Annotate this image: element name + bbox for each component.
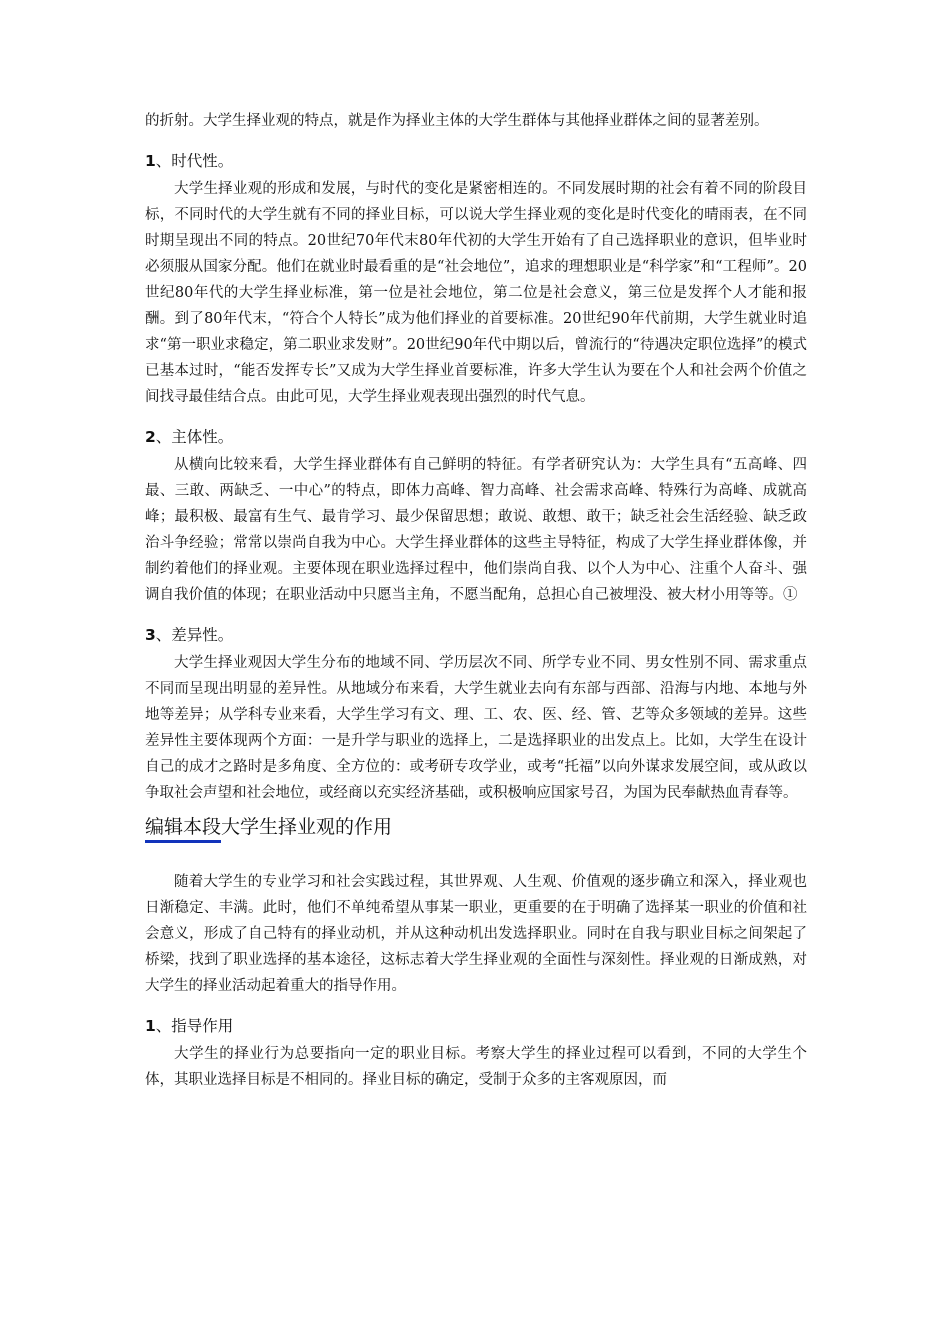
heading-number: 3: [145, 626, 156, 644]
edit-section-link[interactable]: 编辑本段: [145, 814, 221, 843]
heading-title: 、指导作用: [155, 1017, 234, 1035]
document-page: [145, 108, 807, 1093]
paragraph-role-intro: 随着大学生的专业学习和社会实践过程，其世界观、人生观、价值观的逐步确立和深入，择业观也日渐稳定、丰满。此时，他们不单纯希望从事某一职业，更重要的在于明确了选择某一职业的价值和社会意义，形成了自己特有的择业动机，并从这种动机出发选择职业。同时在自我与职业目标之间架起了桥梁，找到了职业选择的基本途径，这标志着大学生择业观的全面性与深刻性。择业观的日渐成熟，对大学生的择业活动起着重大的指导作用。: [145, 874, 807, 994]
heading-number: 1: [145, 152, 156, 170]
heading-title: 、主体性。: [155, 428, 234, 446]
heading-number: 1: [145, 1017, 156, 1035]
heading-era: [145, 148, 807, 174]
paragraph-guidance: 大学生的择业行为总要指向一定的职业目标。考察大学生的择业过程可以看到，不同的大学生个体，其职业选择目标是不相同的。择业目标的确定，受制于众多的主客观原因，而: [145, 1046, 807, 1088]
heading-title: 、差异性。: [155, 626, 234, 644]
paragraph-era: 大学生择业观的形成和发展，与时代的变化是紧密相连的。不同发展时期的社会有着不同的阶段目标，不同时代的大学生就有不同的择业目标，可以说大学生择业观的变化是时代变化的晴雨表，在不同时期呈现出不同的特点。20世纪70年代末80年代初的大学生开始有了自己选择职业的意识，但毕业时必须服从国家分配。他们在就业时最看重的是“社会地位”，追求的理想职业是“科学家”和“工程师”。20世纪80年代的大学生择业标准，第一位是社会地位，第二位是社会意义，第三位是发挥个人才能和报酬。到了80年代末，“符合个人特长”成为他们择业的首要标准。20世纪90年代前期，大学生就业时追求“第一职业求稳定，第二职业求发财”。20世纪90年代中期以后，曾流行的“待遇决定职位选择”的模式已基本过时，“能否发挥专长”又成为大学生择业首要标准，许多大学生认为要在个人和社会两个价值之间找寻最佳结合点。由此可见，大学生择业观表现出强烈的时代气息。: [145, 181, 807, 405]
section-heading-role: [145, 812, 807, 843]
heading-guidance: [145, 1013, 807, 1039]
heading-number: 2: [145, 428, 156, 446]
heading-difference: [145, 622, 807, 648]
paragraph-subjectivity: 从横向比较来看，大学生择业群体有自己鲜明的特征。有学者研究认为：大学生具有“五高峰、四最、三敢、两缺乏、一中心”的特点，即体力高峰、智力高峰、社会需求高峰、特殊行为高峰、成就高峰；最积极、最富有生气、最肯学习、最少保留思想；敢说、敢想、敢干；缺乏社会生活经验、缺乏政治斗争经验；常常以崇尚自我为中心。大学生择业群体的这些主导特征，构成了大学生择业群体像，并制约着他们的择业观。主要体现在职业选择过程中，他们崇尚自我、以个人为中心、注重个人奋斗、强调自我价值的体现；在职业活动中只愿当主角，不愿当配角，总担心自己被埋没、被大材小用等等。①: [145, 457, 807, 603]
paragraph-difference: 大学生择业观因大学生分布的地域不同、学历层次不同、所学专业不同、男女性别不同、需求重点不同而呈现出明显的差异性。从地域分布来看，大学生就业去向有东部与西部、沿海与内地、本地与外地等差异；从学科专业来看，大学生学习有文、理、工、农、医、经、管、艺等众多领域的差异。这些差异性主要体现两个方面：一是升学与职业的选择上，二是选择职业的出发点上。比如，大学生在设计自己的成才之路时是多角度、全方位的：或考研专攻学业，或考“托福”以向外谋求发展空间，或从政以争取社会声望和社会地位，或经商以充实经济基础，或积极响应国家号召，为国为民奉献热血青春等。: [145, 655, 807, 801]
heading-subjectivity: [145, 424, 807, 450]
intro-paragraph: 的折射。大学生择业观的特点，就是作为择业主体的大学生群体与其他择业群体之间的显著差别。: [145, 113, 769, 129]
section-title: 大学生择业观的作用: [221, 816, 393, 838]
heading-title: 、时代性。: [155, 152, 234, 170]
